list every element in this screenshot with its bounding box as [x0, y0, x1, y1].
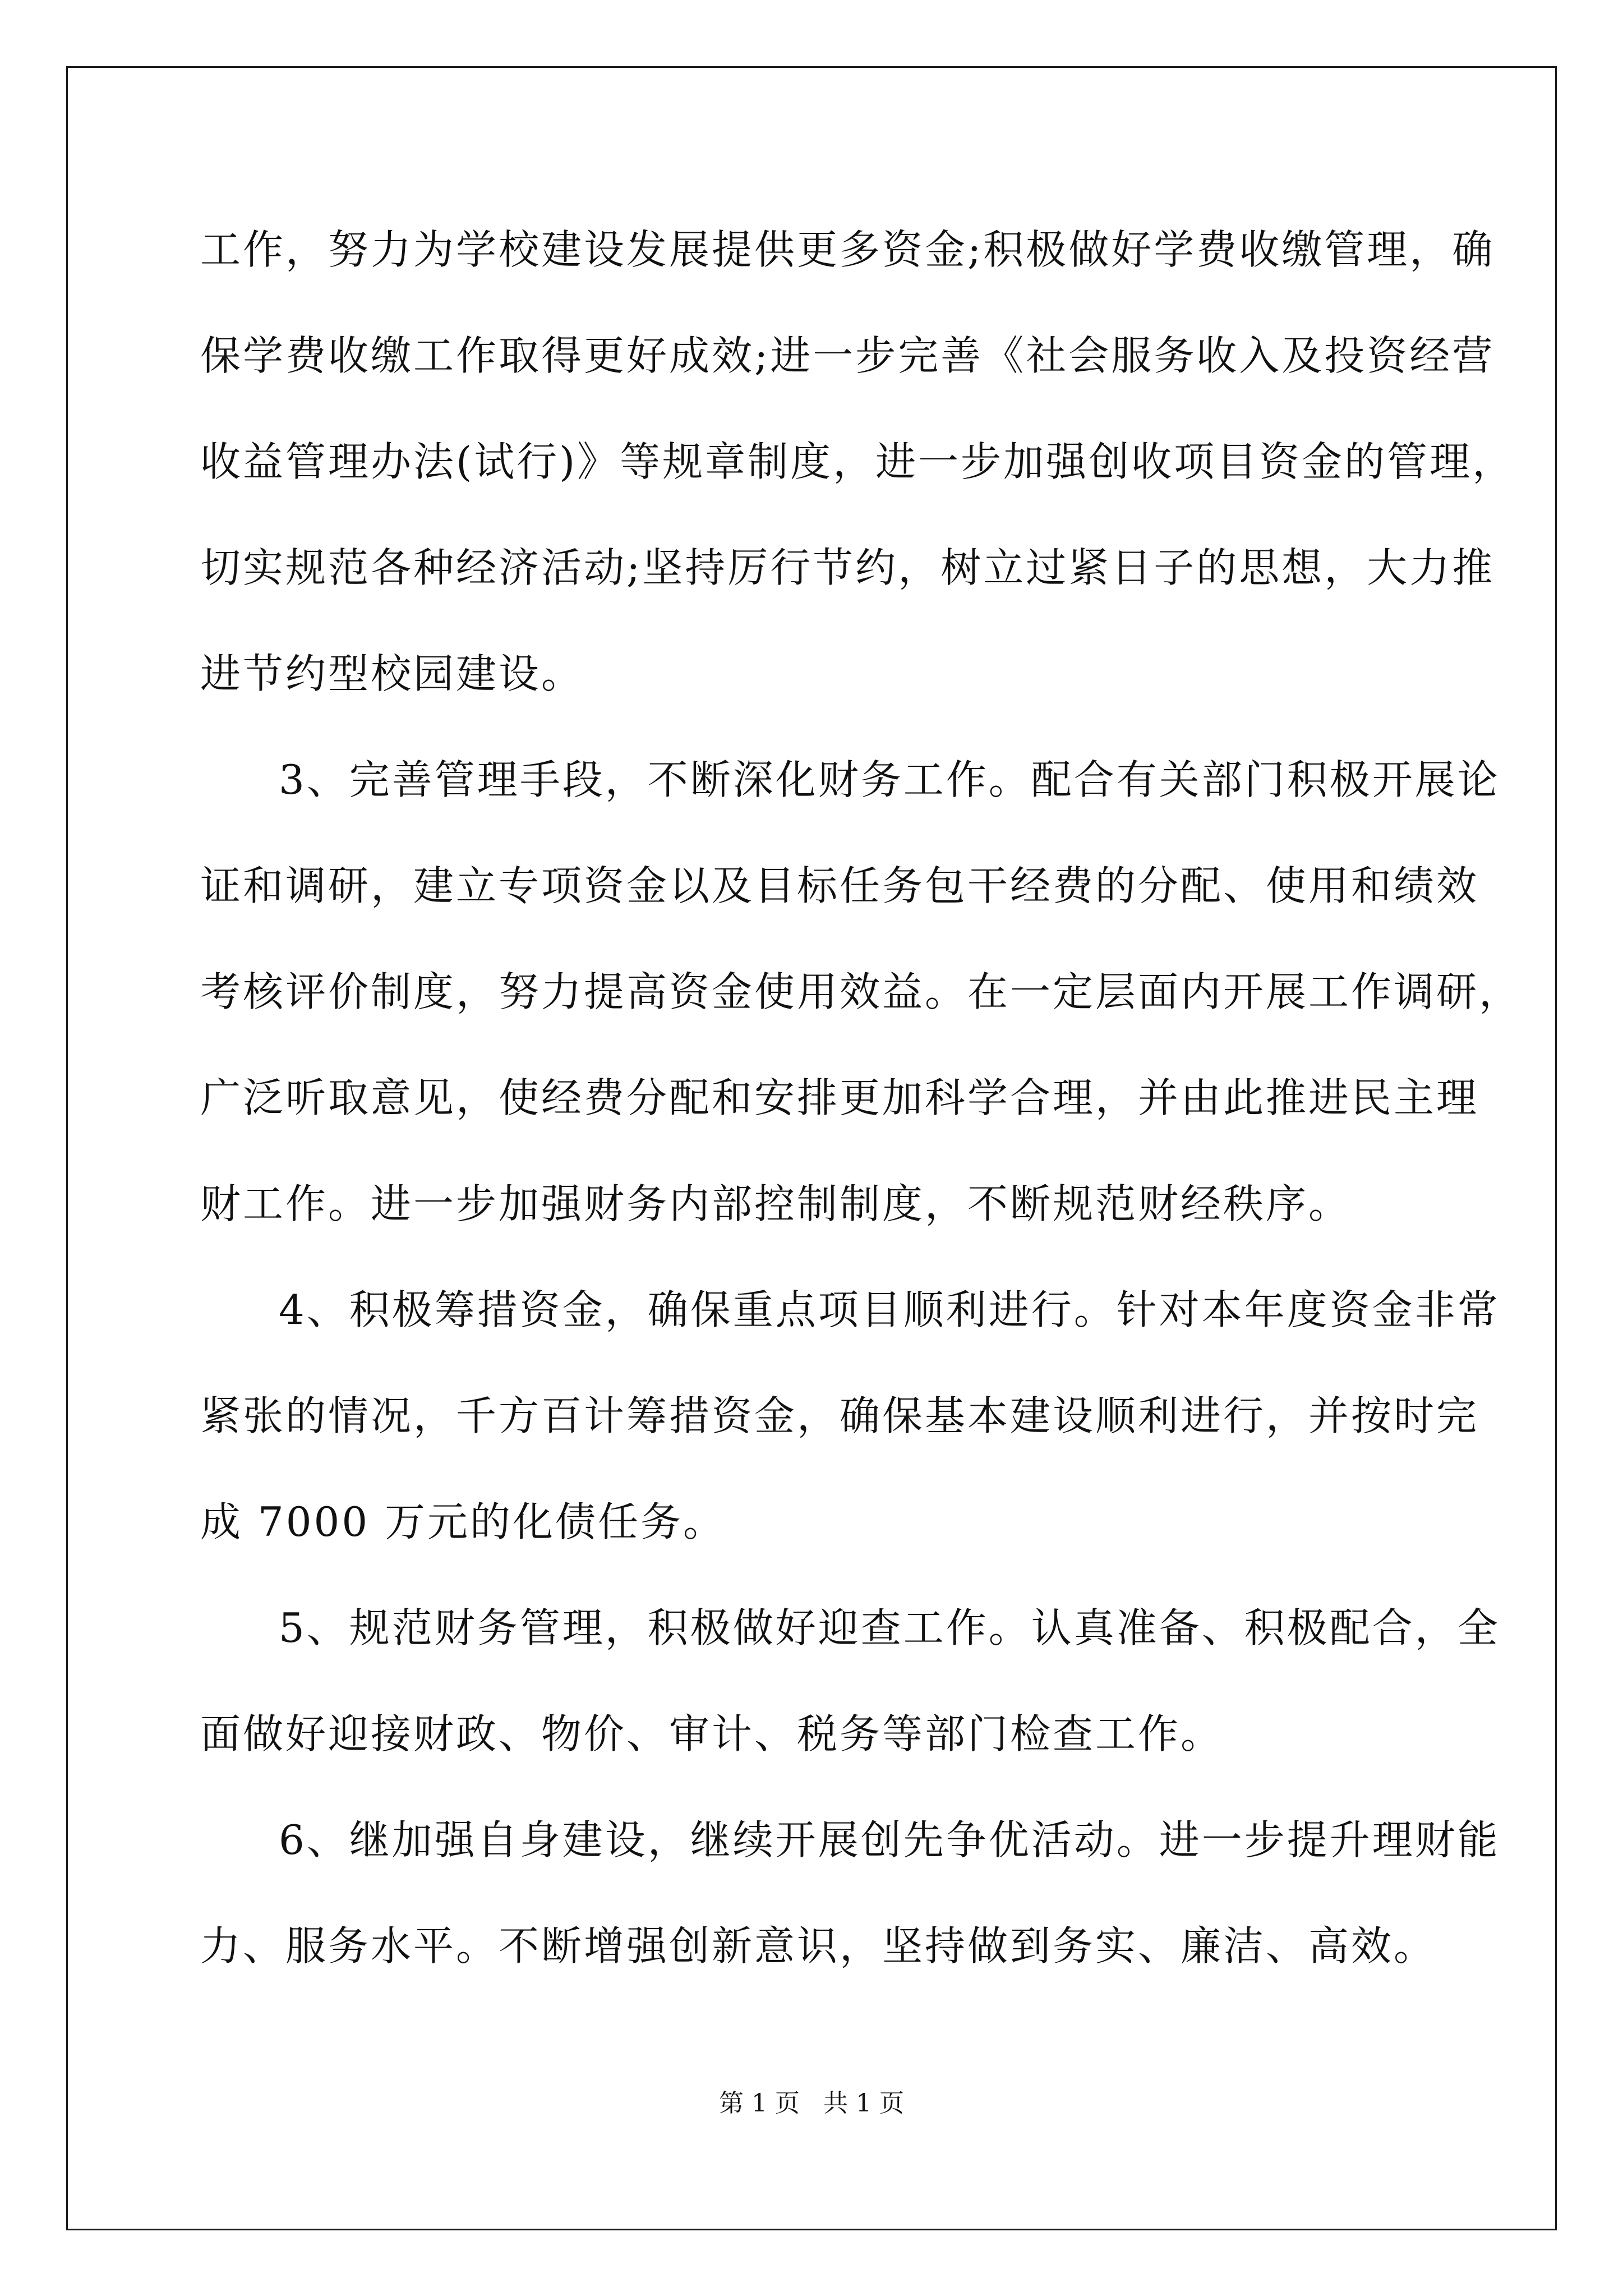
text-line: 力、服务水平。不断增强创新意识，坚持做到务实、廉洁、高效。 — [200, 1922, 1437, 1970]
text-line: 进节约型校园建设。 — [200, 650, 584, 697]
text-line: 紧张的情况，千方百计筹措资金，确保基本建设顺利进行，并按时完 — [200, 1392, 1479, 1439]
paragraph-start-3: 3、完善管理手段，不断深化财务工作。配合有关部门积极开展论 — [279, 756, 1500, 803]
text-line: 证和调研，建立专项资金以及目标任务包干经费的分配、使用和绩效 — [200, 862, 1479, 909]
text-line: 工作，努力为学校建设发展提供更多资金;积极做好学费收缴管理，确 — [200, 226, 1495, 273]
paragraph-start-4: 4、积极筹措资金，确保重点项目顺利进行。针对本年度资金非常 — [279, 1286, 1500, 1333]
text-line: 成 7000 万元的化债任务。 — [200, 1498, 726, 1545]
paragraph-start-5: 5、规范财务管理，积极做好迎查工作。认真准备、积极配合，全 — [279, 1604, 1500, 1651]
text-line: 收益管理办法(试行)》等规章制度，进一步加强创收项目资金的管理， — [200, 438, 1515, 485]
text-line: 考核评价制度，努力提高资金使用效益。在一定层面内开展工作调研， — [200, 968, 1522, 1015]
text-line: 财工作。进一步加强财务内部控制制度，不断规范财经秩序。 — [200, 1180, 1352, 1227]
text-line: 切实规范各种经济活动;坚持厉行节约，树立过紧日子的思想，大力推 — [200, 544, 1495, 591]
paragraph-start-6: 6、继加强自身建设，继续开展创先争优活动。进一步提升理财能 — [279, 1816, 1500, 1864]
page-footer: 第 1 页 共 1 页 — [719, 2089, 904, 2118]
text-line: 面做好迎接财政、物价、审计、税务等部门检查工作。 — [200, 1710, 1224, 1757]
page-border — [66, 66, 1557, 2230]
text-line: 广泛听取意见，使经费分配和安排更加科学合理，并由此推进民主理 — [200, 1074, 1479, 1121]
text-line: 保学费收缴工作取得更好成效;进一步完善《社会服务收入及投资经营 — [200, 332, 1495, 379]
